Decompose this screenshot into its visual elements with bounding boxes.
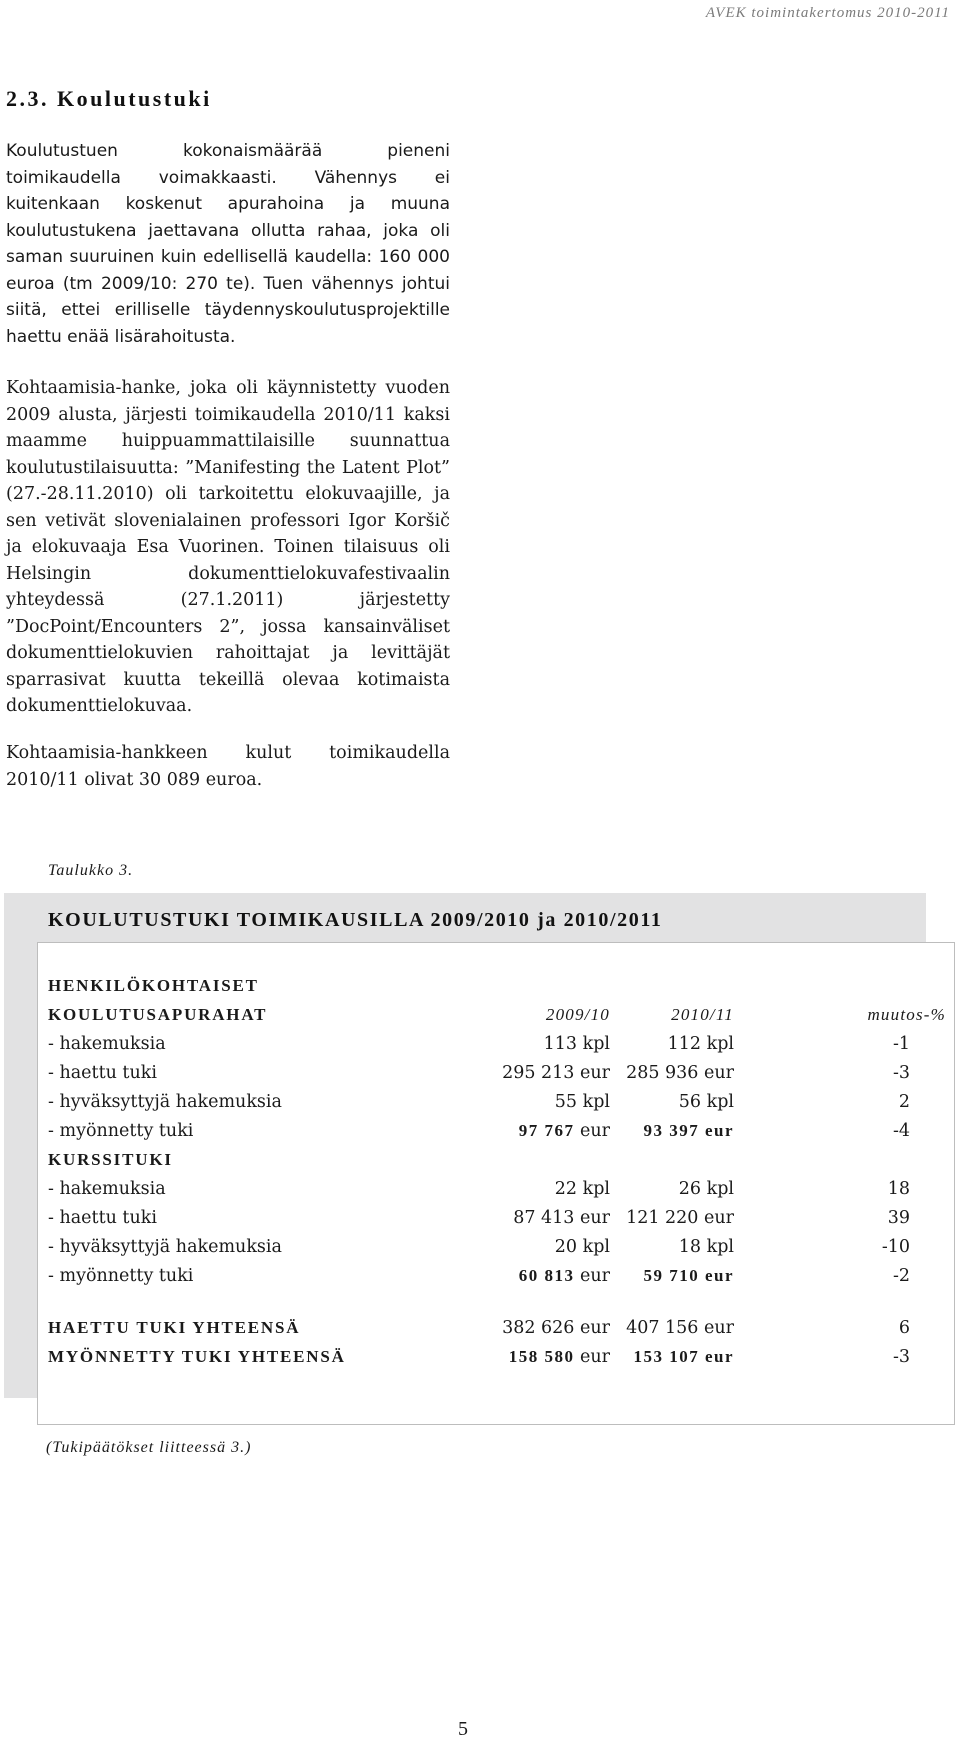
- group-heading-course: [38, 1145, 954, 1175]
- total-value-2009: 382 626 eur: [502, 1318, 610, 1338]
- support-table: [37, 942, 955, 1425]
- total-row: [38, 1342, 954, 1372]
- row-value-bold: 59 710 eur: [643, 1266, 734, 1285]
- row-label: - haettu tuki: [48, 1208, 157, 1228]
- row-change: -4: [892, 1121, 910, 1141]
- row-label: - haettu tuki: [48, 1063, 157, 1083]
- row-value-2010: 18 kpl: [678, 1237, 734, 1257]
- group-heading-line2: KOULUTUSAPURAHAT: [48, 1005, 268, 1024]
- row-value-unit: eur: [574, 1266, 610, 1286]
- paragraph-costs: Kohtaamisia-hankkeen kulut toimikaudella 2010/11 olivat 30 089 euroa.: [6, 743, 450, 790]
- col-header-2009: 2009/10: [545, 1005, 610, 1024]
- table-row: [38, 1087, 954, 1117]
- row-value-2010: [643, 1261, 734, 1291]
- row-label: - hyväksyttyjä hakemuksia: [48, 1237, 282, 1257]
- row-change: -2: [892, 1266, 910, 1286]
- row-change: 2: [898, 1092, 910, 1112]
- row-value-bold: 93 397 eur: [643, 1121, 734, 1140]
- row-value-2009: 20 kpl: [554, 1237, 610, 1257]
- total-value-2010: [633, 1342, 734, 1372]
- group-heading-personal: [38, 971, 954, 1001]
- paragraph-kohtaamisia: Kohtaamisia-hanke, joka oli käynnistetty vuoden 2009 alusta, järjesti toimikaudella 2010/11 kaksi maamme huippuammattilaisille suunnattua koulutustilaisuutta: ”Manifesting the Latent Plot” (27.-28.11.2010) oli tarkoitettu elokuvaajille, ja sen vetivät slovenialainen professori Igor Koršič ja elokuvaaja Esa Vuorinen. Toinen tilaisuus oli Helsingin dokumenttielokuvafestivaalin yhteydessä (27.1.2011) järjestetty ”DocPoint/Encounters 2”, jossa kansainväliset dokumenttielokuvien rahoittajat ja levittäjät sparrasivat kuutta tekeillä olevaa kotimaista dokumenttielokuvaa.: [6, 378, 450, 716]
- table-row: [38, 1029, 954, 1059]
- row-value-2010: 56 kpl: [678, 1092, 734, 1112]
- total-change: -3: [892, 1347, 910, 1367]
- table-title: KOULUTUSTUKI TOIMIKAUSILLA 2009/2010 ja 2010/2011: [48, 909, 663, 931]
- table-row: [38, 1058, 954, 1088]
- total-value-2010: 407 156 eur: [626, 1318, 734, 1338]
- row-value-unit: eur: [574, 1121, 610, 1141]
- table-row: [38, 1116, 954, 1146]
- row-value-2009: [519, 1116, 610, 1146]
- group-heading-line1: HENKILÖKOHTAISET: [48, 976, 259, 995]
- total-value-2009: [509, 1342, 610, 1372]
- total-value-bold: 153 107 eur: [633, 1347, 734, 1366]
- table-footnote: (Tukipäätökset liitteessä 3.): [46, 1439, 252, 1456]
- row-value-2010: 285 936 eur: [626, 1063, 734, 1083]
- group-heading: KURSSITUKI: [48, 1150, 173, 1169]
- row-label: - hyväksyttyjä hakemuksia: [48, 1092, 282, 1112]
- total-row: [38, 1313, 954, 1343]
- page-number: 5: [458, 1718, 468, 1740]
- table-row: [38, 1203, 954, 1233]
- total-value-unit: eur: [574, 1347, 610, 1367]
- total-value-number: 158 580: [508, 1347, 575, 1366]
- row-value-2009: 22 kpl: [554, 1179, 610, 1199]
- row-change: 39: [887, 1208, 910, 1228]
- table-row: [38, 1232, 954, 1262]
- row-value-2010: [643, 1116, 734, 1146]
- row-value-number: 60 813: [518, 1266, 575, 1285]
- total-label: MYÖNNETTY TUKI YHTEENSÄ: [48, 1347, 346, 1366]
- row-value-2009: 87 413 eur: [513, 1208, 610, 1228]
- row-label: - myönnetty tuki: [48, 1266, 194, 1286]
- total-label: HAETTU TUKI YHTEENSÄ: [48, 1318, 301, 1337]
- column-header-row: [38, 1000, 954, 1030]
- col-header-2010: 2010/11: [671, 1005, 734, 1024]
- table-row: [38, 1261, 954, 1291]
- row-change: -10: [881, 1237, 910, 1257]
- table-row: [38, 1174, 954, 1204]
- paragraph-intro: Koulutustuen kokonaismäärää pieneni toimikaudella voimakkaasti. Vähennys ei kuitenkaan koskenut apurahoina ja muuna koulutustukena jaettavana ollutta rahaa, joka oli saman suuruinen kuin edellisellä kaudella: 160 000 euroa (tm 2009/10: 270 te). Tuen vähennys johtui siitä, ettei erilliselle täydennyskoulutusprojektille haettu enää lisärahoitusta.: [6, 141, 450, 347]
- row-label: - hakemuksia: [48, 1034, 166, 1054]
- row-value-2009: 55 kpl: [554, 1092, 610, 1112]
- row-value-number: 97 767: [518, 1121, 575, 1140]
- row-change: -3: [892, 1063, 910, 1083]
- section-title: 2.3. Koulutustuki: [6, 86, 212, 111]
- row-value-2009: 113 kpl: [543, 1034, 610, 1054]
- row-label: - myönnetty tuki: [48, 1121, 194, 1141]
- row-value-2009: [519, 1261, 610, 1291]
- row-change: -1: [892, 1034, 910, 1054]
- row-value-2010: 121 220 eur: [626, 1208, 734, 1228]
- table-caption: Taulukko 3.: [48, 862, 134, 879]
- row-value-2010: 26 kpl: [678, 1179, 734, 1199]
- row-label: - hakemuksia: [48, 1179, 166, 1199]
- col-header-change: muutos-%: [867, 1005, 946, 1024]
- running-header: AVEK toimintakertomus 2010-2011: [705, 5, 950, 21]
- row-change: 18: [887, 1179, 910, 1199]
- total-change: 6: [898, 1318, 910, 1338]
- row-value-2010: 112 kpl: [667, 1034, 734, 1054]
- row-value-2009: 295 213 eur: [502, 1063, 610, 1083]
